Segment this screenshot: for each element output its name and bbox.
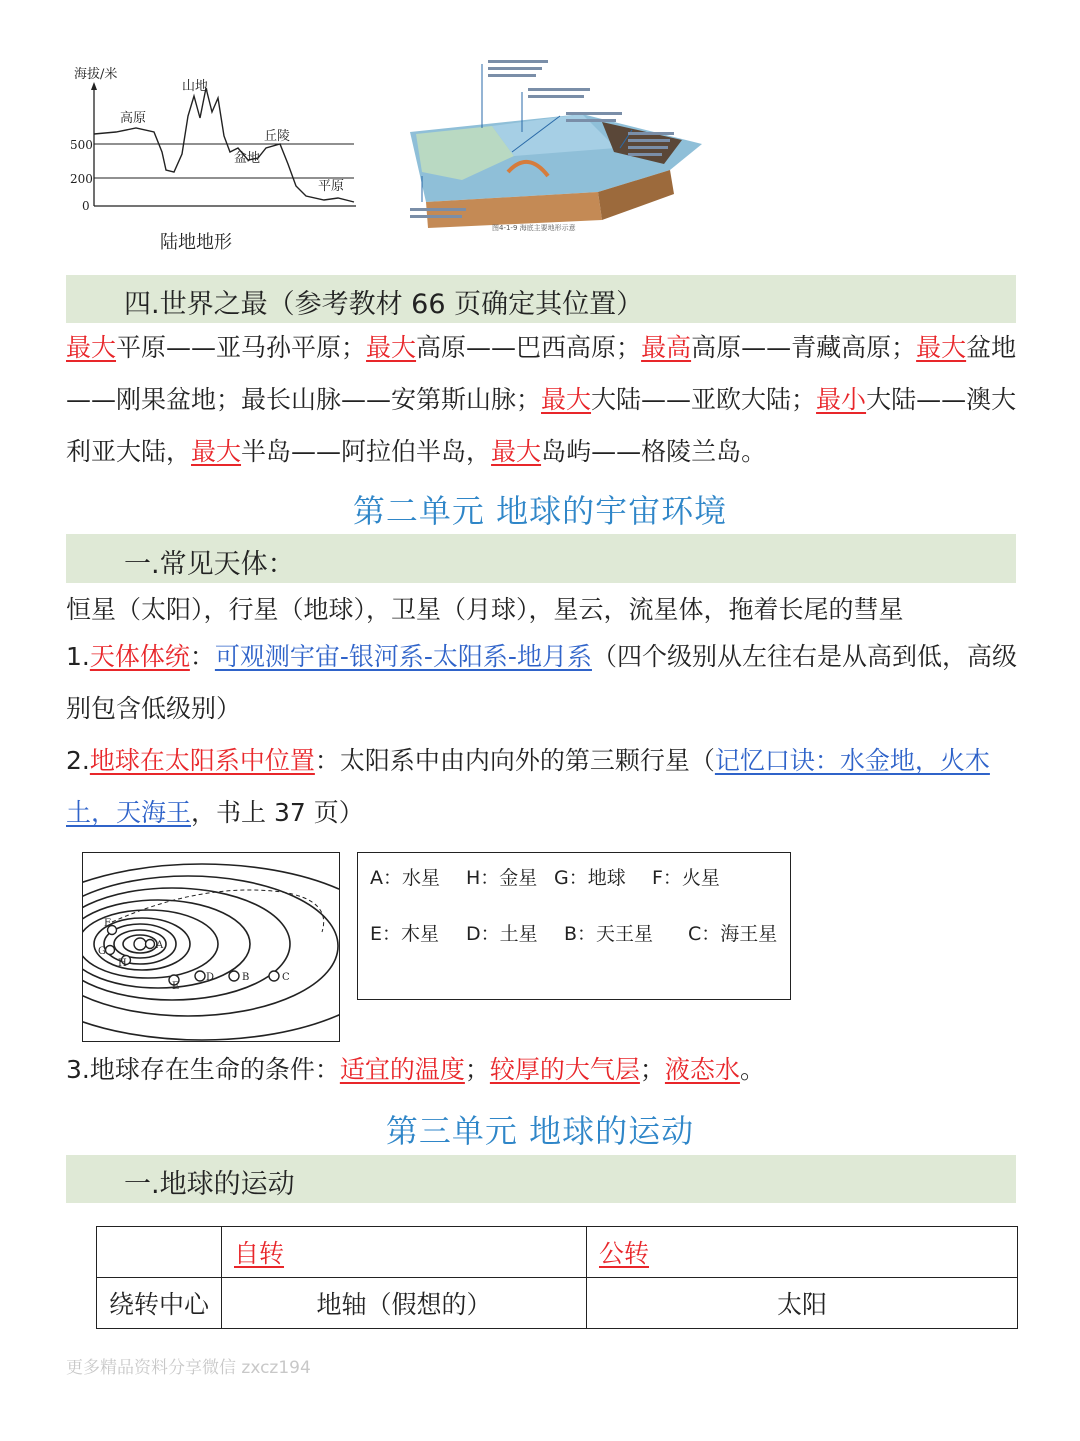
section-title-celestial: 一.常见天体： xyxy=(124,549,295,580)
rotation-revolution-table xyxy=(96,1226,1018,1329)
celestial-bodies-text: 恒星（太阳），行星（地球），卫星（月球），星云，流星体，拖着长尾的彗星 xyxy=(66,595,904,624)
text-segment: 大陆——澳大利亚大陆， xyxy=(66,385,1017,466)
table-header-cell xyxy=(97,1227,222,1278)
text-segment: 岛屿——格陵兰岛。 xyxy=(541,437,767,466)
label-basin: 盆地 xyxy=(234,151,261,166)
text-segment: ： xyxy=(189,642,215,671)
ocean-floor-diagram xyxy=(402,52,708,240)
solar-system-orbit-diagram xyxy=(82,852,340,1042)
text-segment: 高原——巴西高原； xyxy=(416,333,642,362)
legend-d: D：土星 xyxy=(466,923,538,945)
text-segment: （四个级别从左往右是从高到低，高级别包含低级别） xyxy=(66,642,1017,723)
footer-note: 更多精品资料分享微信 zxcz194 xyxy=(66,1358,311,1378)
orbit-label-f: F xyxy=(104,918,111,929)
label-plain: 平原 xyxy=(318,179,345,194)
item1-paragraph xyxy=(66,631,1018,735)
unit2-title: 第二单元 地球的宇宙环境 xyxy=(352,492,728,530)
legend-f: F：火星 xyxy=(652,867,720,889)
section-band-celestial xyxy=(66,534,1016,583)
section-band-world-records xyxy=(66,275,1016,323)
text-segment: 1. xyxy=(66,642,90,671)
text-segment: 高原——青藏高原； xyxy=(691,333,917,362)
highlight-red-text: 最大 xyxy=(491,437,542,466)
highlight-red-text: 最小 xyxy=(816,385,867,414)
highlight-red-text: 最大 xyxy=(366,333,417,362)
highlight-red-text: 较厚的大气层 xyxy=(489,1055,640,1084)
orbit-label-g: G xyxy=(98,946,106,957)
text-segment: 3.地球存在生命的条件： xyxy=(66,1055,340,1084)
label-hill: 丘陵 xyxy=(264,129,291,144)
table-cell: 太阳 xyxy=(587,1278,1018,1329)
orbit-label-d: D xyxy=(206,972,215,983)
highlight-blue-text: 可观测宇宙-银河系-太阳系-地月系 xyxy=(214,642,592,671)
highlight-red-text: 最大 xyxy=(66,333,117,362)
text-segment: ； xyxy=(639,1055,665,1084)
text-segment: ； xyxy=(464,1055,490,1084)
text-segment: 2. xyxy=(66,746,90,775)
legend-h: H：金星 xyxy=(466,867,538,889)
tick-0: 0 xyxy=(82,199,90,213)
item2-paragraph xyxy=(66,735,1018,839)
highlight-red-text: 适宜的温度 xyxy=(339,1055,465,1084)
text-segment: 。 xyxy=(739,1055,765,1084)
legend-c: C：海王星 xyxy=(688,923,778,945)
table-cell: 绕转中心 xyxy=(97,1278,222,1329)
terrain-caption: 陆地地形 xyxy=(160,232,232,253)
highlight-red-text: 液态水 xyxy=(664,1055,740,1084)
text-segment: ：太阳系中由内向外的第三颗行星（ xyxy=(314,746,715,775)
tick-500: 500 xyxy=(70,138,93,152)
section-title-earth-motion: 一.地球的运动 xyxy=(124,1169,295,1200)
table-header-row xyxy=(97,1227,1018,1278)
highlight-red-text: 最大 xyxy=(541,385,592,414)
text-segment: ，书上 37 页） xyxy=(191,798,364,827)
item3-paragraph xyxy=(66,1044,1018,1096)
terrain-profile-chart xyxy=(66,60,366,220)
tick-200: 200 xyxy=(70,172,93,186)
planet-legend-box xyxy=(357,852,791,1000)
table-row xyxy=(97,1278,1018,1329)
terrain-ylabel: 海拔/米 xyxy=(74,67,118,82)
table-cell: 地轴（假想的） xyxy=(222,1278,587,1329)
text-segment: 半岛——阿拉伯半岛， xyxy=(241,437,492,466)
highlight-red-text: 最高 xyxy=(641,333,692,362)
text-segment: 盆地——刚果盆地；最长山脉——安第斯山脉； xyxy=(66,333,1017,414)
terrain-profile-line xyxy=(94,88,354,202)
highlight-red-text: 地球在太阳系中位置 xyxy=(89,746,315,775)
highlight-red-text: 最大 xyxy=(916,333,967,362)
label-mountain: 山地 xyxy=(182,79,209,94)
legend-a: A：水星 xyxy=(370,867,440,889)
world-records-paragraph xyxy=(66,322,1018,478)
ocean-caption: 图4-1-9 海底主要地形示意 xyxy=(492,224,576,232)
highlight-red-text: 最大 xyxy=(191,437,242,466)
table-header-cell: 自转 xyxy=(222,1227,587,1278)
orbit-label-c: C xyxy=(282,972,290,983)
orbit-label-a: A xyxy=(156,940,164,951)
legend-g: G：地球 xyxy=(554,867,626,889)
orbit-label-e: E xyxy=(172,981,180,992)
unit3-title: 第三单元 地球的运动 xyxy=(385,1112,695,1150)
label-plateau: 高原 xyxy=(120,111,147,126)
section-band-earth-motion xyxy=(66,1155,1016,1203)
highlight-red-text: 天体体统 xyxy=(89,642,190,671)
text-segment: 平原——亚马孙平原； xyxy=(116,333,367,362)
legend-e: E：木星 xyxy=(370,923,440,945)
orbit-label-b: B xyxy=(242,972,250,983)
section-title-world-records: 四.世界之最（参考教材 66 页确定其位置） xyxy=(124,289,644,320)
legend-b: B：天王星 xyxy=(564,923,654,945)
highlight-blue-text: 记忆口诀：水金地，火木土，天海王 xyxy=(66,746,990,827)
orbit-label-h: H xyxy=(118,958,127,969)
table-header-cell: 公转 xyxy=(587,1227,1018,1278)
text-segment: 大陆——亚欧大陆； xyxy=(591,385,817,414)
